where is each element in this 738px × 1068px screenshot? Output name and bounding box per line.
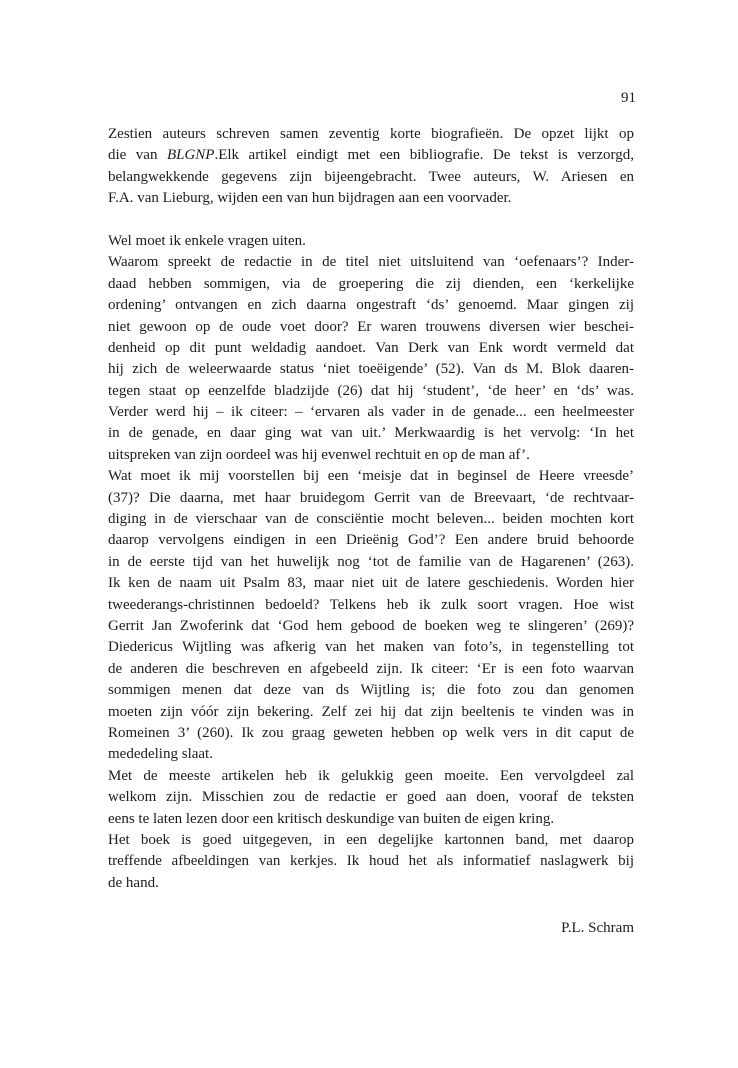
- text-run: de hand.: [108, 874, 159, 891]
- italic-text-run: BLGNP: [166, 147, 215, 164]
- paragraph: [108, 766, 634, 830]
- text-line: [108, 145, 634, 166]
- text-run: tweederangs-christinnen bedoeld? Telkens heb ik zulk soort vragen. Hoe wist: [108, 596, 634, 613]
- text-run: belangwekkende gegevens zijn bijeengebracht. Twee auteurs, W. Ariesen en: [108, 168, 634, 185]
- text-run: welkom zijn. Misschien zou de redactie er goed aan doen, vooraf de teksten: [108, 789, 634, 806]
- text-run: Waarom spreekt de redactie in de titel niet uitsluitend van ‘oefenaars’? Inder-: [108, 254, 634, 271]
- text-run: uitspreken van zijn oordeel was hij evenwel rechtuit en op de man af’.: [108, 446, 530, 463]
- text-run: daarop vervolgens eindigen in een Drieënig God’? Een andere bruid behoorde: [108, 532, 634, 549]
- text-line: [108, 552, 634, 573]
- text-run: moeten zijn vóór zijn bekering. Zelf zei hij dat zijn beeltenis te vinden was in: [108, 703, 634, 720]
- text-run: daad hebben sommigen, via de groepering die zij dienden, een ‘kerkelijke: [108, 275, 634, 292]
- text-run: mededeling slaat.: [108, 746, 213, 763]
- text-line: [108, 274, 634, 295]
- paragraph: [108, 830, 634, 894]
- text-run: niet gewoon op de oude voet door? Er waren trouwens diversen wier beschei-: [108, 318, 634, 335]
- text-line: [108, 787, 634, 808]
- text-run: sommigen menen dat deze van ds Wijtling is; die foto zou dan genomen: [108, 682, 634, 699]
- text-run: tegen staat op eenzelfde bladzijde (26) dat hij ‘student’, ‘de heer’ en ‘ds’ was.: [108, 382, 634, 399]
- text-run: treffende afbeeldingen van kerkjes. Ik houd het als informatief naslagwerk bij: [108, 853, 634, 870]
- text-run: Romeinen 3’ (260). Ik zou graag geweten hebben op welk vers in dit caput de: [108, 724, 634, 741]
- text-run: Wel moet ik enkele vragen uiten.: [108, 232, 306, 249]
- text-line: [108, 659, 634, 680]
- text-line: [108, 252, 634, 273]
- text-line: [108, 338, 634, 359]
- text-line: [108, 744, 634, 765]
- text-line: [108, 851, 634, 872]
- text-line: [108, 423, 634, 444]
- text-run: in de eerste tijd van het huwelijk nog ‘tot de familie van de Hagarenen’ (263).: [108, 553, 634, 570]
- text-line: [108, 509, 634, 530]
- text-run: hij zich de weleerwaarde status ‘niet toeëigende’ (52). Van ds M. Blok daaren-: [108, 361, 634, 378]
- text-line: [108, 530, 634, 551]
- paragraph: [108, 231, 634, 252]
- text-line: [108, 595, 634, 616]
- text-line: [108, 124, 634, 145]
- text-run: diging in de vierschaar van de consciëntie mocht beleven... beiden mochten kort: [108, 511, 634, 528]
- text-run: (37)? Die daarna, met haar bruidegom Gerrit van de Breevaart, ‘de rechtvaar-: [108, 489, 634, 506]
- paragraph: [108, 466, 634, 765]
- text-run: eens te laten lezen door een kritisch deskundige van buiten de eigen kring.: [108, 810, 555, 827]
- text-run: in de genade, en daar ging wat van uit.’ Merkwaardig is het vervolg: ‘In het: [108, 425, 634, 442]
- text-run: denheid op dit punt weldadig aandoet. Van Derk van Enk wordt vermeld dat: [108, 339, 634, 356]
- paragraph: [108, 252, 634, 466]
- text-run: de anderen die beschreven en afgebeeld zijn. Ik citeer: ‘Er is een foto waarvan: [108, 660, 634, 677]
- text-run: ordening’ ontvangen en zich daarna ongestraft ‘ds’ genoemd. Maar gingen zij: [108, 297, 634, 314]
- text-line: [108, 830, 634, 851]
- text-run: .Elk artikel eindigt met een bibliografie. De tekst is verzorgd,: [214, 147, 634, 164]
- text-line: [108, 381, 634, 402]
- text-run: Diedericus Wijtling was afkerig van het maken van foto’s, in tegenstelling tot: [108, 639, 634, 656]
- text-run: Gerrit Jan Zwoferink dat ‘God hem gebood de boeken weg te slingeren’ (269)?: [108, 617, 634, 634]
- article-body: [108, 124, 634, 894]
- text-line: [108, 295, 634, 316]
- text-line: [108, 873, 634, 894]
- text-line: [108, 766, 634, 787]
- text-line: [108, 466, 634, 487]
- text-line: [108, 573, 634, 594]
- text-line: [108, 445, 634, 466]
- text-line: [108, 488, 634, 509]
- paragraph: [108, 124, 634, 210]
- text-line: [108, 680, 634, 701]
- text-line: [108, 231, 634, 252]
- text-line: [108, 317, 634, 338]
- text-line: [108, 637, 634, 658]
- text-line: [108, 616, 634, 637]
- text-line: [108, 702, 634, 723]
- text-line: [108, 723, 634, 744]
- text-line: [108, 167, 634, 188]
- text-run: Ik ken de naam uit Psalm 83, maar niet uit de latere geschiedenis. Worden hier: [108, 575, 634, 592]
- text-run: F.A. van Lieburg, wijden een van hun bijdragen aan een voorvader.: [108, 190, 512, 207]
- text-line: [108, 359, 634, 380]
- author-signature: P.L. Schram: [561, 920, 634, 936]
- text-line: [108, 188, 634, 209]
- text-line: [108, 809, 634, 830]
- page-number: 91: [621, 90, 636, 106]
- text-run: Verder werd hij – ik citeer: – ‘ervaren als vader in de genade... een heelmeester: [108, 404, 634, 421]
- text-run: die van: [108, 147, 167, 164]
- text-run: Met de meeste artikelen heb ik gelukkig geen moeite. Een vervolgdeel zal: [108, 767, 634, 784]
- paragraph-gap: [108, 210, 634, 231]
- text-run: Wat moet ik mij voorstellen bij een ‘meisje dat in beginsel de Heere vreesde’: [108, 468, 634, 485]
- text-line: [108, 402, 634, 423]
- text-run: Het boek is goed uitgegeven, in een degelijke kartonnen band, met daarop: [108, 831, 634, 848]
- text-run: Zestien auteurs schreven samen zeventig korte biografieën. De opzet lijkt op: [108, 126, 634, 142]
